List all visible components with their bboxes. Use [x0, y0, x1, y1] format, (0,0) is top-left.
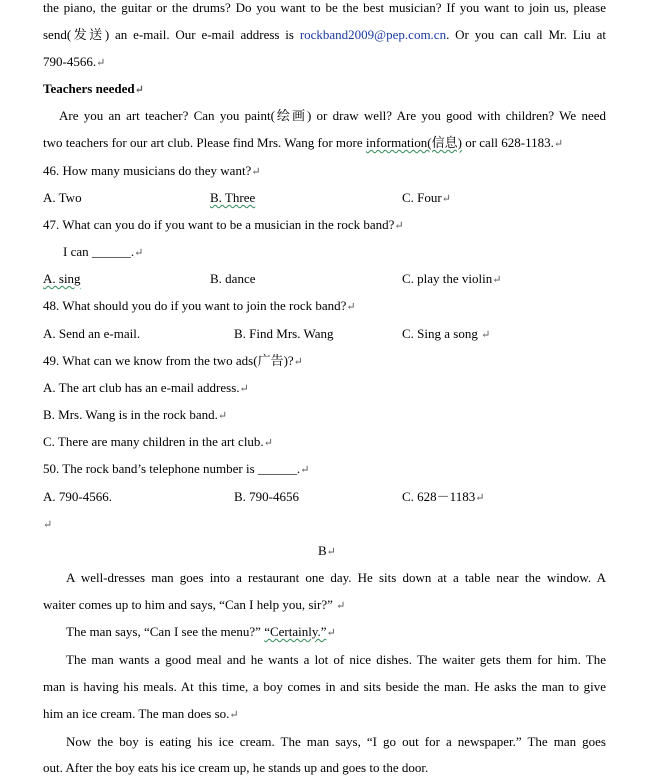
q48-option-c	[402, 326, 490, 343]
email-address[interactable]: rockband2009@pep.com.cn	[299, 27, 447, 42]
ad2-line2	[43, 135, 563, 152]
q48-option-b	[234, 326, 333, 342]
stem-text: I can ______.	[63, 244, 135, 259]
text: out. After the boy eats his ice cream up, he stands up and goes to the door.	[43, 760, 429, 775]
section-b-heading	[318, 543, 336, 560]
option-text: C. Sing a song	[402, 326, 478, 341]
paragraph-mark: ↵	[217, 410, 228, 422]
ad2-heading	[43, 81, 144, 98]
paragraph-mark: ↵	[346, 301, 356, 313]
b-p3-line1	[66, 652, 606, 668]
option-text: A. sing	[43, 271, 81, 286]
option-text: C. Four	[402, 190, 442, 205]
text: A well-dresses man goes into a restaurant one day. He sits down at a table near the window. A	[66, 570, 606, 585]
text: the piano, the guitar or the drums? Do you want to be the best musician? If you want to join us, please	[43, 0, 606, 15]
text: send(发送) an e-mail. Our e-mail address is	[43, 27, 300, 42]
option-text: A. Send an e-mail.	[43, 326, 141, 341]
paragraph-mark: ↵	[394, 220, 404, 232]
question-text: 48. What should you do if you want to join the rock band?	[43, 298, 347, 313]
text: . Or you can call Mr. Liu at	[446, 27, 606, 42]
paragraph-mark: ↵	[239, 383, 249, 395]
b-p4-line2	[43, 760, 428, 776]
text: The man wants a good meal and he wants a lot of nice dishes. The waiter gets them for him. The	[66, 652, 606, 667]
option-text: C. There are many children in the art club.	[43, 434, 264, 449]
text: Now the boy is eating his ice cream. The man says, “I go out for a newspaper.” The man goes	[66, 734, 606, 749]
heading-text: Teachers needed	[43, 81, 135, 96]
question-46	[43, 163, 261, 180]
option-text: B. dance	[210, 271, 256, 286]
b-p3-line2	[43, 679, 606, 695]
paragraph-mark: ↵	[475, 492, 485, 504]
paragraph-mark: ↵	[134, 247, 144, 259]
option-text: B. Three	[210, 190, 256, 205]
question-text: 49. What can we know from the two ads(广告)?	[43, 353, 294, 368]
para1-line1	[43, 0, 606, 16]
paragraph-mark: ↵	[293, 356, 303, 368]
q48-option-a	[43, 326, 140, 342]
question-50	[43, 461, 309, 478]
q47-option-c	[402, 271, 502, 288]
q47-stem	[63, 244, 143, 261]
empty-paragraph	[43, 516, 52, 533]
text: waiter comes up to him and says, “Can I help you, sir?”	[43, 597, 333, 612]
ad2-line1	[59, 108, 606, 124]
information-word: information(信息)	[365, 135, 462, 150]
q49-option-c	[43, 434, 273, 451]
q49-option-a	[43, 380, 249, 397]
q46-option-a	[43, 190, 82, 206]
option-text: A. The art club has an e-mail address.	[43, 380, 240, 395]
paragraph-mark: ↵	[251, 166, 261, 178]
paragraph-mark: ↵	[326, 546, 336, 558]
question-47	[43, 217, 404, 234]
q47-option-b	[210, 271, 255, 287]
question-text: 50. The rock band’s telephone number is ______.	[43, 461, 301, 476]
option-text: A. 790-4566.	[43, 489, 112, 504]
certainly-word: “Certainly.”	[264, 624, 327, 639]
paragraph-mark: ↵	[43, 519, 53, 531]
option-text: B. Find Mrs. Wang	[234, 326, 334, 341]
paragraph-mark: ↵	[336, 600, 346, 612]
option-text: B. 790-4656	[234, 489, 299, 504]
question-48	[43, 298, 356, 315]
paragraph-mark: ↵	[96, 57, 106, 69]
paragraph-mark: ↵	[263, 437, 273, 449]
text: 790-4566.	[43, 54, 97, 69]
text: or call 628-1183.	[461, 135, 554, 150]
paragraph-mark: ↵	[481, 329, 491, 341]
question-49	[43, 353, 303, 370]
q50-option-b	[234, 489, 299, 505]
text: Are you an art teacher? Can you paint(绘画) or draw well? Are you good with children? We need	[59, 108, 606, 123]
paragraph-mark: ↵	[492, 274, 502, 286]
heading-text: B	[318, 543, 327, 558]
paragraph-mark: ↵	[134, 84, 144, 96]
b-p3-line3	[43, 706, 239, 723]
option-text: A. Two	[43, 190, 82, 205]
question-text: 46. How many musicians do they want?	[43, 163, 252, 178]
para1-line3	[43, 54, 105, 71]
paragraph-mark: ↵	[229, 709, 239, 721]
b-p1-line1	[66, 570, 606, 586]
paragraph-mark: ↵	[441, 193, 451, 205]
text: two teachers for our art club. Please find Mrs. Wang for more	[43, 135, 366, 150]
q46-option-b	[210, 190, 402, 206]
paragraph-mark: ↵	[326, 627, 336, 639]
q50-option-a	[43, 489, 112, 505]
option-text: B. Mrs. Wang is in the rock band.	[43, 407, 218, 422]
option-text: C. play the violin	[402, 271, 493, 286]
text: him an ice cream. The man does so.	[43, 706, 230, 721]
q47-option-a	[43, 271, 81, 287]
q50-option-c	[402, 489, 484, 506]
text: The man says, “Can I see the menu?”	[66, 624, 265, 639]
paragraph-mark: ↵	[553, 138, 564, 150]
para1-line2	[43, 27, 606, 43]
q46-option-c	[402, 190, 451, 207]
b-p2	[66, 624, 336, 641]
text: man is having his meals. At this time, a boy comes in and sits beside the man. He asks the man to give	[43, 679, 606, 694]
question-text: 47. What can you do if you want to be a musician in the rock band?	[43, 217, 395, 232]
option-text: C. 628－1183	[402, 489, 476, 504]
b-p4-line1	[66, 734, 606, 750]
b-p1-line2	[43, 597, 345, 614]
paragraph-mark: ↵	[300, 464, 310, 476]
q49-option-b	[43, 407, 227, 424]
